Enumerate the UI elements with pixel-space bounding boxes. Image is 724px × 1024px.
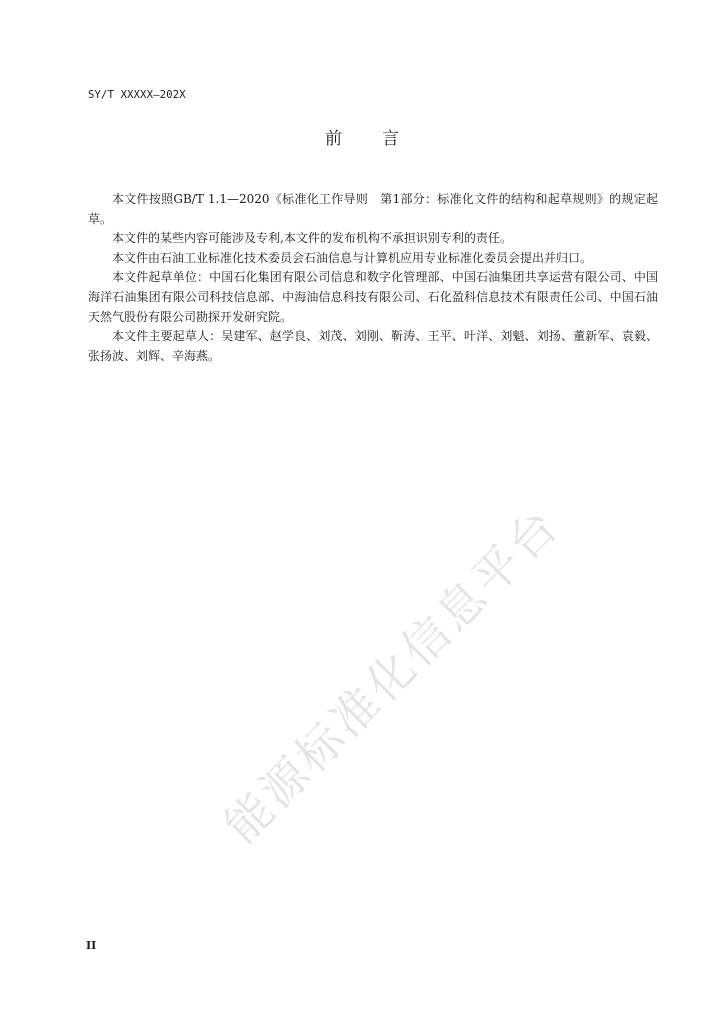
paragraph-proposer: 本文件由石油工业标准化技术委员会石油信息与计算机应用专业标准化委员会提出并归口。 [112, 250, 593, 265]
section-title: 前言 [325, 129, 439, 149]
paragraph-patent-notice: 本文件的某些内容可能涉及专利,本文件的发布机构不承担识别专利的责任。 [112, 231, 512, 246]
paragraph-drafting-units: 本文件起草单位：中国石化集团有限公司信息和数字化管理部、中国石油集团共享运营有限公司、中国海洋石油集团有限公司科技信息部、中海油信息科技有限公司、石化盈科信息技术有限责任公司、中国石油天然气股份有限公司勘探开发研究院。 [88, 270, 658, 324]
page-number: II [86, 939, 97, 952]
paragraph-drafters: 本文件主要起草人：吴建军、赵学良、刘茂、刘刚、靳涛、王平、叶洋、刘魁、刘扬、董新军、袁毅、张扬波、刘辉、辛海燕。 [88, 329, 658, 363]
document-code: SY/T XXXXX—202X [88, 89, 186, 101]
paragraph-drafting-rules: 本文件按照GB/T 1.1—2020《标准化工作导则 第1部分：标准化文件的结构和起草规则》的规定起草。 [88, 192, 658, 226]
foreword-body [88, 190, 658, 366]
watermark: 能源标准化信息平台 [213, 496, 571, 854]
